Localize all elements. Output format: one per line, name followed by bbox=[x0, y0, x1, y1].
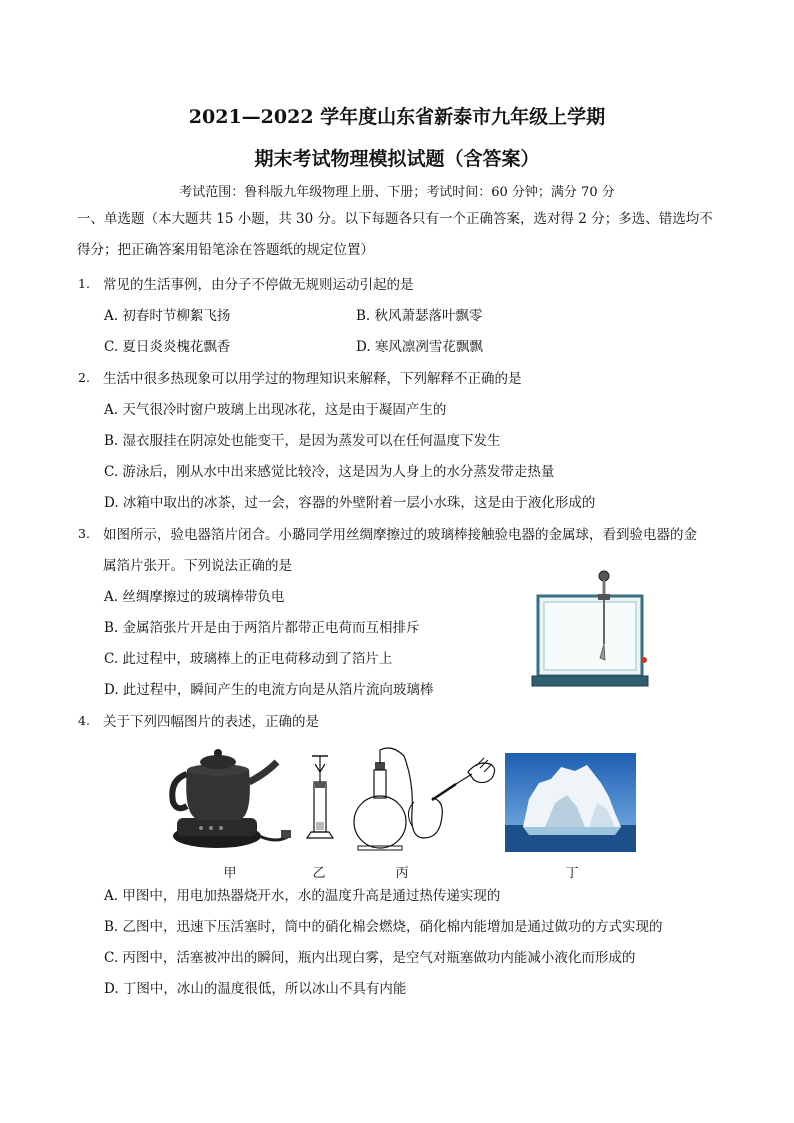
compression-tube-figure bbox=[303, 752, 337, 848]
option-c: C. 此过程中，玻璃棒上的正电荷移动到了箔片上 bbox=[104, 651, 393, 667]
question-stem: 常见的生活事例，由分子不停做无规则运动引起的是 bbox=[103, 277, 414, 293]
option-b: B. 秋风萧瑟落叶飘零 bbox=[356, 308, 483, 324]
option-c: C. 夏日炎炎槐花飘香 bbox=[104, 339, 231, 355]
option-b: B. 湿衣服挂在阴凉处也能变干，是因为蒸发可以在任何温度下发生 bbox=[104, 433, 501, 449]
section-heading: 一、单选题（本大题共 15 小题，共 30 分。以下每题各只有一个正确答案，选对得 2 分；多选、错选均不 bbox=[77, 211, 713, 227]
question-number: 3. bbox=[78, 526, 90, 541]
option-c: C. 丙图中，活塞被冲出的瞬间，瓶内出现白雾，是空气对瓶塞做功内能减小液化而形成的 bbox=[104, 950, 636, 966]
figure-caption-ding: 丁 bbox=[565, 866, 579, 881]
option-c: C. 游泳后，刚从水中出来感觉比较冷，这是因为人身上的水分蒸发带走热量 bbox=[104, 464, 555, 480]
electroscope-figure bbox=[528, 568, 654, 690]
question-number: 2. bbox=[78, 370, 90, 385]
option-a: A. 丝绸摩擦过的玻璃棒带负电 bbox=[104, 589, 285, 605]
option-b: B. 金属箔张片开是由于两箔片都带正电荷而互相排斥 bbox=[104, 620, 420, 636]
figure-caption-yi: 乙 bbox=[312, 866, 326, 881]
page-subtitle: 期末考试物理模拟试题（含答案） bbox=[254, 148, 540, 170]
iceberg-photo bbox=[505, 753, 636, 852]
question-stem: 生活中很多热现象可以用学过的物理知识来解释，下列解释不正确的是 bbox=[103, 371, 522, 387]
exam-info: 考试范围：鲁科版九年级物理上册、下册；考试时间：60 分钟；满分 70 分 bbox=[179, 185, 615, 200]
flask-pump-figure bbox=[352, 742, 500, 852]
question-stem: 如图所示，验电器箔片闭合。小璐同学用丝绸摩擦过的玻璃棒接触验电器的金属球，看到验电器的金 bbox=[103, 527, 697, 543]
question-stem: 关于下列四幅图片的表述，正确的是 bbox=[103, 714, 319, 730]
option-d: D. 此过程中，瞬间产生的电流方向是从箔片流向玻璃棒 bbox=[104, 682, 434, 698]
option-d: D. 冰箱中取出的冰茶，过一会，容器的外壁附着一层小水珠，这是由于液化形成的 bbox=[104, 495, 596, 511]
section-heading-cont: 得分；把正确答案用铅笔涂在答题纸的规定位置） bbox=[77, 242, 374, 258]
option-d: D. 寒风凛冽雪花飘飘 bbox=[356, 339, 483, 355]
electric-kettle-figure bbox=[165, 740, 295, 852]
question-stem-cont: 属箔片张开。下列说法正确的是 bbox=[103, 558, 292, 574]
option-b: B. 乙图中，迅速下压活塞时，筒中的硝化棉会燃烧，硝化棉内能增加是通过做功的方式实现的 bbox=[104, 919, 663, 935]
figure-caption-bing: 丙 bbox=[395, 866, 409, 881]
question-number: 4. bbox=[78, 713, 90, 728]
option-a: A. 甲图中，用电加热器烧开水，水的温度升高是通过热传递实现的 bbox=[104, 888, 501, 904]
option-a: A. 初春时节柳絮飞扬 bbox=[104, 308, 231, 324]
question-number: 1. bbox=[78, 276, 90, 291]
page-title: 2021—2022 学年度山东省新泰市九年级上学期 bbox=[188, 106, 606, 128]
figure-caption-jia: 甲 bbox=[223, 866, 237, 881]
option-a: A. 天气很冷时窗户玻璃上出现冰花，这是由于凝固产生的 bbox=[104, 402, 447, 418]
option-d: D. 丁图中，冰山的温度很低，所以冰山不具有内能 bbox=[104, 981, 407, 997]
